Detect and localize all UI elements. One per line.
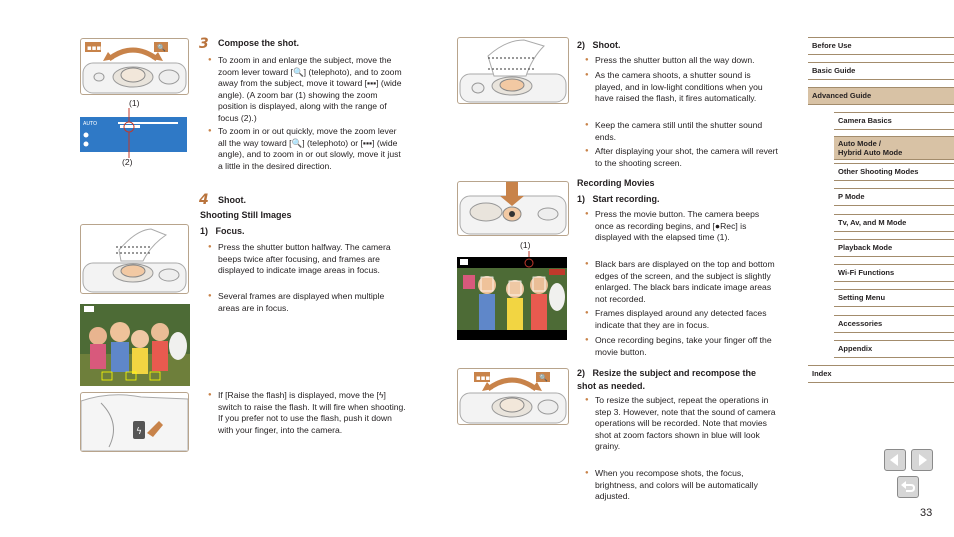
movie-button-illustration [457,181,569,236]
shoot-title: 2) Shoot. [577,40,621,50]
flash-bullet: ● If [Raise the flash] is displayed, move the [ϟ] switch to raise the flash. It will fire when shooting. If you prefer not to use the flash, push it down with your finger, into the camera. [208,390,406,436]
nav-wifi-functions[interactable]: Wi-Fi Functions [834,264,954,282]
movie-button-icon [458,182,568,235]
arrow-left-icon [885,450,905,470]
svg-text:🔍: 🔍 [539,374,548,382]
step-3-title: Compose the shot. [218,38,300,48]
svg-text:▪▪▪: ▪▪▪ [476,374,491,382]
movie-callout-1: (1) [520,240,531,250]
nav-appendix[interactable]: Appendix [834,340,954,358]
nav-other-shooting-modes[interactable]: Other Shooting Modes [834,163,954,181]
callout-2: (2) [122,157,133,167]
shoot-bullet-3: ● Keep the camera still until the shutter sound ends. [585,120,775,143]
shutter-half-press-illustration [80,224,189,294]
page-number: 33 [920,507,933,519]
shutter-full-press-icon [458,38,568,103]
start-bullet-4: ● Once recording begins, take your finger off the movie button. [585,335,777,358]
previous-page-button[interactable] [884,449,906,471]
resize-title: 2) Resize the subject and recompose the shot as needed. [577,368,757,391]
start-bullet-3: ● Frames displayed around any detected faces indicate that they are in focus. [585,308,777,331]
start-recording-title: 1) Start recording. [577,194,660,204]
step-3-number: 3 [199,36,209,52]
shoot-bullet-4: ● After displaying your shot, the camera will revert to the shooting screen. [585,146,787,169]
callout-1: (1) [129,98,140,108]
svg-text:▪▪▪: ▪▪▪ [87,44,102,52]
shooting-still-images-heading: Shooting Still Images [200,210,292,220]
return-arrow-icon [898,477,918,497]
start-bullet-2: ● Black bars are displayed on the top and bottom edges of the screen, and the subject is slightly enlarged. The black bars indicate image areas not recorded. [585,259,777,305]
svg-text:ϟ: ϟ [136,427,142,437]
next-page-button[interactable] [911,449,933,471]
nav-index[interactable]: Index [808,365,954,383]
resize-bullet-1: ● To resize the subject, repeat the operations in step 3. However, note that the sound of camera operations will be recorded. Note that movies shot at zoom factors shown in blue will look grainy. [585,395,777,453]
children-photo-image [80,304,190,386]
nav-camera-basics[interactable]: Camera Basics [834,112,954,130]
nav-playback-mode[interactable]: Playback Mode [834,239,954,257]
movie-recording-photo [457,257,567,340]
zoom-lever-illustration [80,38,189,95]
camera-top-zoom-icon [81,39,188,94]
movie-zoom-lever-illustration [457,368,569,425]
focus-bullet-2: ● Several frames are displayed when multiple areas are in focus. [208,291,406,314]
recording-movies-heading: Recording Movies [577,178,655,188]
focus-title: 1) Focus. [200,226,245,236]
start-bullet-1: ● Press the movie button. The camera beeps once as recording begins, and [●Rec] is displayed with the elapsed time (1). [585,209,777,244]
nav-auto-mode[interactable] [834,136,954,160]
flash-switch-illustration [80,392,189,452]
movie-screen-image [457,257,567,340]
step-4-number: 4 [199,192,209,208]
svg-text:AUTO: AUTO [83,121,98,127]
nav-tv-av-m-mode[interactable]: Tv, Av, and M Mode [834,214,954,232]
arrow-right-icon [912,450,932,470]
focus-bullet-1: ● Press the shutter button halfway. The camera beeps twice after focusing, and frames are displayed to indicate image areas in focus. [208,242,406,277]
compose-bullet-1: ● To zoom in and enlarge the subject, move the zoom lever toward [🔍] (telephoto), and to zoom away from the subject, move it toward [▪▪▪] (wide angle). (A zoom bar (1) showing the zoom position is displayed, along with the range of focus (2).) [208,55,406,125]
nav-basic-guide[interactable]: Basic Guide [808,62,954,80]
shoot-bullet-2: ● As the camera shoots, a shutter sound is played, and in low-light conditions when you have raised the flash, it fires automatically. [585,70,775,105]
return-button[interactable] [897,476,919,498]
nav-accessories[interactable]: Accessories [834,315,954,333]
flash-switch-icon [81,393,188,451]
nav-auto-mode-line1: Auto Mode / [838,139,881,148]
shutter-full-press-illustration [457,37,569,104]
nav-p-mode[interactable]: P Mode [834,188,954,206]
shoot-bullet-1: ● Press the shutter button all the way down. [585,55,785,67]
shutter-button-icon [81,225,188,293]
resize-bullet-2: ● When you recompose shots, the focus, brightness, and colors will be automatically adjusted. [585,468,765,503]
svg-text:🔍: 🔍 [157,44,166,52]
camera-top-zoom-icon-2 [458,369,568,424]
nav-setting-menu[interactable]: Setting Menu [834,289,954,307]
nav-advanced-guide[interactable]: Advanced Guide [808,87,954,105]
nav-auto-mode-line2: Hybrid Auto Mode [838,148,903,157]
step-4-title: Shoot. [218,195,246,205]
compose-bullet-2: ● To zoom in or out quickly, move the zoom lever all the way toward [🔍] (telephoto) or [▪▪▪] (wide angle), and to zoom in or out slowly, move it just a little in the desired direction. [208,126,406,172]
nav-before-use[interactable]: Before Use [808,37,954,55]
focus-frames-photo [80,304,190,386]
